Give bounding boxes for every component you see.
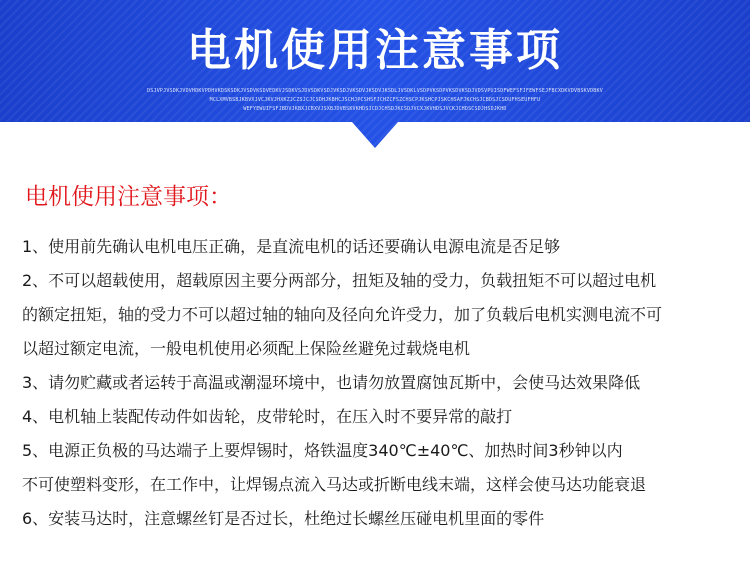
banner-title: 电机使用注意事项 — [187, 25, 563, 76]
notice-line: 3、请勿贮藏或者运转于高温或潮湿环境中，也请勿放置腐蚀瓦斯中，会使马达效果降低 — [22, 373, 641, 392]
notice-line: 1、使用前先确认电机电压正确，是直流电机的话还要确认电源电流是否足够 — [22, 237, 561, 256]
notice-line: 以超过额定电流，一般电机使用必须配上保险丝避免过载烧电机 — [22, 339, 471, 358]
banner-sub-line: DSJVPJVSDKJVDVHDKVPDHVKDSKSDKJVSDVKSDVEDKVJSDKVSJDVSDKVSDJVKSDJVKSDVJKSDVJKSDLJVSDKLVSDPVKSDPVKSDVKSDJVDSVPUISDFWEFSFJFEWFSEJFBCXDKVDVBSKVDBKV — [147, 88, 603, 94]
notice-line: 6、安装马达时，注意螺丝钉是否过长，杜绝过长螺丝压碰电机里面的零件 — [22, 509, 545, 528]
banner-sub-line: WEFYEWUIFSFJBDVJKBXJCBXVJSXBJDVBSKVKHDSJCDJCHSDJKCSDJVCXJKVHDSJVCKJCHDSCSDJHSDJKHD — [243, 106, 507, 112]
banner-sub-line: MCLXMVBSBJKBVXJVCJKVJHXKZJCZSJCJCSDHJKBHCJSCHJPCSHSFJCHZCFSZCHSCPJKSHCPJSKCHSAFJKCHSJCBDSJCSDUFHSEUFHFU — [209, 97, 541, 103]
notice-line: 5、电源正负极的马达端子上要焊锡时，烙铁温度340℃±40℃、加热时间3秒钟以内 — [22, 441, 623, 460]
section-heading: 电机使用注意事项： — [25, 184, 232, 210]
notice-line: 4、电机轴上装配传动件如齿轮，皮带轮时，在压入时不要异常的敲打 — [22, 407, 513, 426]
notice-list — [22, 230, 742, 536]
header-banner — [0, 0, 750, 150]
notice-line: 的额定扭矩，轴的受力不可以超过轴的轴向及径向允许受力，加了负载后电机实测电流不可 — [22, 305, 663, 324]
notice-line: 2、不可以超载使用，超载原因主要分两部分，扭矩及轴的受力，负载扭矩不可以超过电机 — [22, 271, 657, 290]
notice-line: 不可使塑料变形，在工作中，让焊锡点流入马达或折断电线末端，这样会使马达功能衰退 — [22, 475, 647, 494]
banner-decorative-text — [110, 87, 640, 114]
